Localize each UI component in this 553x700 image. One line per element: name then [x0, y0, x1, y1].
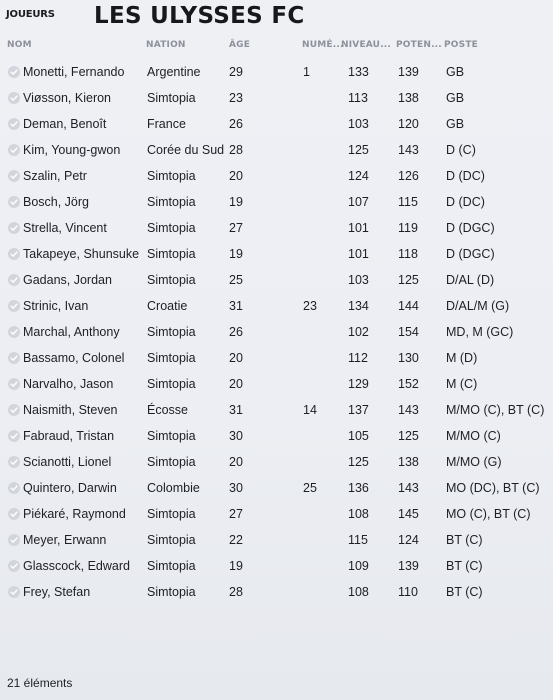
player-name[interactable]: Viøsson, Kieron [23, 91, 112, 105]
player-name[interactable]: Gadans, Jordan [23, 273, 112, 287]
table-row[interactable] [0, 137, 553, 163]
player-position: M (D) [446, 351, 478, 365]
player-level: 109 [348, 559, 369, 573]
player-nation: Simtopia [147, 533, 196, 547]
player-position: BT (C) [446, 533, 483, 547]
player-age: 19 [229, 247, 243, 261]
check-circle-icon[interactable] [8, 586, 20, 598]
table-row[interactable] [0, 397, 553, 423]
player-name[interactable]: Narvalho, Jason [23, 377, 114, 391]
check-circle-icon[interactable] [8, 456, 20, 468]
player-nation: Simtopia [147, 247, 196, 261]
column-headers [0, 40, 553, 56]
player-age: 31 [229, 403, 243, 417]
player-name[interactable]: Bassamo, Colonel [23, 351, 125, 365]
column-header-poste[interactable]: POSTE [444, 40, 479, 50]
table-row[interactable] [0, 163, 553, 189]
player-number: 1 [303, 65, 310, 79]
item-count: 21 éléments [7, 676, 73, 690]
table-row[interactable] [0, 423, 553, 449]
player-level: 102 [348, 325, 369, 339]
check-circle-icon[interactable] [8, 352, 20, 364]
player-level: 125 [348, 455, 369, 469]
player-age: 29 [229, 65, 243, 79]
player-position: GB [446, 91, 465, 105]
player-name[interactable]: Takapeye, Shunsuke [23, 247, 140, 261]
player-name[interactable]: Kim, Young-gwon [23, 143, 121, 157]
check-circle-icon[interactable] [8, 170, 20, 182]
player-nation: Corée du Sud [147, 143, 225, 157]
player-nation: Simtopia [147, 507, 196, 521]
player-position: MO (C), BT (C) [446, 507, 531, 521]
player-position: BT (C) [446, 585, 483, 599]
player-potential: 143 [398, 143, 419, 157]
player-level: 115 [348, 533, 368, 547]
table-row[interactable] [0, 345, 553, 371]
player-number: 25 [303, 481, 317, 495]
player-name[interactable]: Fabraud, Tristan [23, 429, 115, 443]
table-row[interactable] [0, 85, 553, 111]
player-nation: Simtopia [147, 585, 196, 599]
check-circle-icon[interactable] [8, 222, 20, 234]
player-nation: Simtopia [147, 91, 196, 105]
player-potential: 143 [398, 403, 419, 417]
player-potential: 120 [398, 117, 419, 131]
player-number: 14 [303, 403, 317, 417]
player-potential: 130 [398, 351, 419, 365]
player-level: 137 [348, 403, 369, 417]
player-nation: Croatie [147, 299, 188, 313]
player-name[interactable]: Szalin, Petr [23, 169, 87, 183]
player-potential: 152 [398, 377, 419, 391]
player-nation: Simtopia [147, 195, 196, 209]
table-row[interactable] [0, 267, 553, 293]
check-circle-icon[interactable] [8, 482, 20, 494]
check-circle-icon[interactable] [8, 248, 20, 260]
column-header-nom[interactable]: NOM [7, 40, 32, 50]
player-name[interactable]: Piékaré, Raymond [23, 507, 126, 521]
player-nation: Simtopia [147, 169, 196, 183]
player-age: 19 [229, 559, 243, 573]
check-circle-icon[interactable] [8, 92, 20, 104]
player-name[interactable]: Quintero, Darwin [23, 481, 117, 495]
player-level: 112 [348, 351, 368, 365]
player-level: 101 [348, 221, 369, 235]
player-level: 103 [348, 273, 369, 287]
player-level: 129 [348, 377, 369, 391]
player-list [0, 59, 553, 605]
player-nation: Simtopia [147, 221, 196, 235]
table-row[interactable] [0, 319, 553, 345]
player-name[interactable]: Scianotti, Lionel [23, 455, 112, 469]
player-nation: Simtopia [147, 559, 196, 573]
player-age: 19 [229, 195, 243, 209]
section-label: JOUEURS [6, 9, 55, 20]
player-level: 108 [348, 507, 369, 521]
player-potential: 139 [398, 65, 419, 79]
player-potential: 118 [398, 247, 418, 261]
check-circle-icon[interactable] [8, 560, 20, 572]
player-position: M/MO (G) [446, 455, 502, 469]
table-row[interactable] [0, 371, 553, 397]
player-age: 20 [229, 455, 243, 469]
player-position: D (C) [446, 143, 476, 157]
table-row[interactable] [0, 501, 553, 527]
check-circle-icon[interactable] [8, 300, 20, 312]
player-position: BT (C) [446, 559, 483, 573]
player-level: 125 [348, 143, 369, 157]
player-nation: Écosse [147, 403, 188, 417]
table-row[interactable] [0, 59, 553, 85]
player-nation: Simtopia [147, 455, 196, 469]
table-row[interactable] [0, 449, 553, 475]
player-number: 23 [303, 299, 317, 313]
club-title: LES ULYSSES FC [94, 3, 305, 29]
column-header-age[interactable]: ÂGE [229, 40, 251, 50]
player-potential: 138 [398, 91, 419, 105]
player-name[interactable]: Naismith, Steven [23, 403, 118, 417]
column-header-potentiel[interactable]: POTEN... [396, 40, 442, 50]
player-position: D (DGC) [446, 247, 495, 261]
player-position: MD, M (GC) [446, 325, 514, 339]
player-position: D/AL (D) [446, 273, 495, 287]
player-age: 23 [229, 91, 243, 105]
player-age: 20 [229, 169, 243, 183]
player-nation: France [147, 117, 186, 131]
player-potential: 139 [398, 559, 419, 573]
check-circle-icon[interactable] [8, 196, 20, 208]
player-potential: 144 [398, 299, 419, 313]
table-row[interactable] [0, 527, 553, 553]
player-age: 22 [229, 533, 243, 547]
player-age: 28 [229, 585, 243, 599]
player-potential: 124 [398, 533, 419, 547]
player-level: 101 [348, 247, 369, 261]
table-row[interactable] [0, 241, 553, 267]
table-row[interactable] [0, 293, 553, 319]
player-age: 30 [229, 481, 243, 495]
check-circle-icon[interactable] [8, 326, 20, 338]
player-age: 27 [229, 507, 243, 521]
player-potential: 126 [398, 169, 419, 183]
player-name[interactable]: Marchal, Anthony [23, 325, 120, 339]
player-level: 113 [348, 91, 368, 105]
player-position: D (DC) [446, 169, 485, 183]
player-name[interactable]: Strella, Vincent [23, 221, 107, 235]
player-nation: Simtopia [147, 325, 196, 339]
player-name[interactable]: Monetti, Fernando [23, 65, 125, 79]
player-name[interactable]: Glasscock, Edward [23, 559, 130, 573]
player-age: 28 [229, 143, 243, 157]
table-row[interactable] [0, 579, 553, 605]
table-row[interactable] [0, 111, 553, 137]
player-level: 108 [348, 585, 369, 599]
player-level: 136 [348, 481, 369, 495]
player-position: D/AL/M (G) [446, 299, 510, 313]
player-potential: 125 [398, 429, 419, 443]
player-position: M (C) [446, 377, 478, 391]
player-position: M/MO (C), BT (C) [446, 403, 545, 417]
player-potential: 138 [398, 455, 419, 469]
player-age: 26 [229, 117, 243, 131]
player-position: D (DGC) [446, 221, 495, 235]
check-circle-icon[interactable] [8, 404, 20, 416]
player-level: 105 [348, 429, 369, 443]
player-potential: 145 [398, 507, 419, 521]
table-row[interactable] [0, 215, 553, 241]
player-name[interactable]: Frey, Stefan [23, 585, 91, 599]
column-header-numero[interactable]: NUMÉ... [302, 40, 344, 50]
table-row[interactable] [0, 475, 553, 501]
player-age: 26 [229, 325, 243, 339]
check-circle-icon[interactable] [8, 378, 20, 390]
player-position: MO (DC), BT (C) [446, 481, 540, 495]
player-nation: Simtopia [147, 273, 196, 287]
player-nation: Simtopia [147, 429, 196, 443]
player-age: 27 [229, 221, 243, 235]
column-header-nation[interactable]: NATION [146, 40, 186, 50]
player-age: 31 [229, 299, 243, 313]
check-circle-icon[interactable] [8, 508, 20, 520]
header [0, 0, 553, 38]
check-circle-icon[interactable] [8, 144, 20, 156]
check-circle-icon[interactable] [8, 430, 20, 442]
player-potential: 154 [398, 325, 419, 339]
player-potential: 115 [398, 195, 418, 209]
player-age: 25 [229, 273, 243, 287]
player-potential: 119 [398, 221, 418, 235]
player-level: 124 [348, 169, 369, 183]
table-row[interactable] [0, 553, 553, 579]
check-circle-icon[interactable] [8, 534, 20, 546]
check-circle-icon[interactable] [8, 66, 20, 78]
check-circle-icon[interactable] [8, 274, 20, 286]
player-nation: Simtopia [147, 351, 196, 365]
player-position: GB [446, 65, 465, 79]
player-nation: Simtopia [147, 377, 196, 391]
player-name[interactable]: Strinic, Ivan [23, 299, 89, 313]
player-name[interactable]: Deman, Benoît [23, 117, 107, 131]
player-name[interactable]: Meyer, Erwann [23, 533, 107, 547]
player-level: 133 [348, 65, 369, 79]
column-header-niveau[interactable]: NIVEAU... [341, 40, 392, 50]
player-level: 103 [348, 117, 369, 131]
check-circle-icon[interactable] [8, 118, 20, 130]
player-level: 107 [348, 195, 369, 209]
player-potential: 110 [398, 585, 418, 599]
player-potential: 125 [398, 273, 419, 287]
player-nation: Argentine [147, 65, 201, 79]
table-row[interactable] [0, 189, 553, 215]
player-age: 20 [229, 351, 243, 365]
player-potential: 143 [398, 481, 419, 495]
player-position: D (DC) [446, 195, 485, 209]
player-age: 30 [229, 429, 243, 443]
player-position: M/MO (C) [446, 429, 501, 443]
player-name[interactable]: Bosch, Jörg [23, 195, 90, 209]
player-age: 20 [229, 377, 243, 391]
player-position: GB [446, 117, 465, 131]
player-level: 134 [348, 299, 369, 313]
player-nation: Colombie [147, 481, 200, 495]
